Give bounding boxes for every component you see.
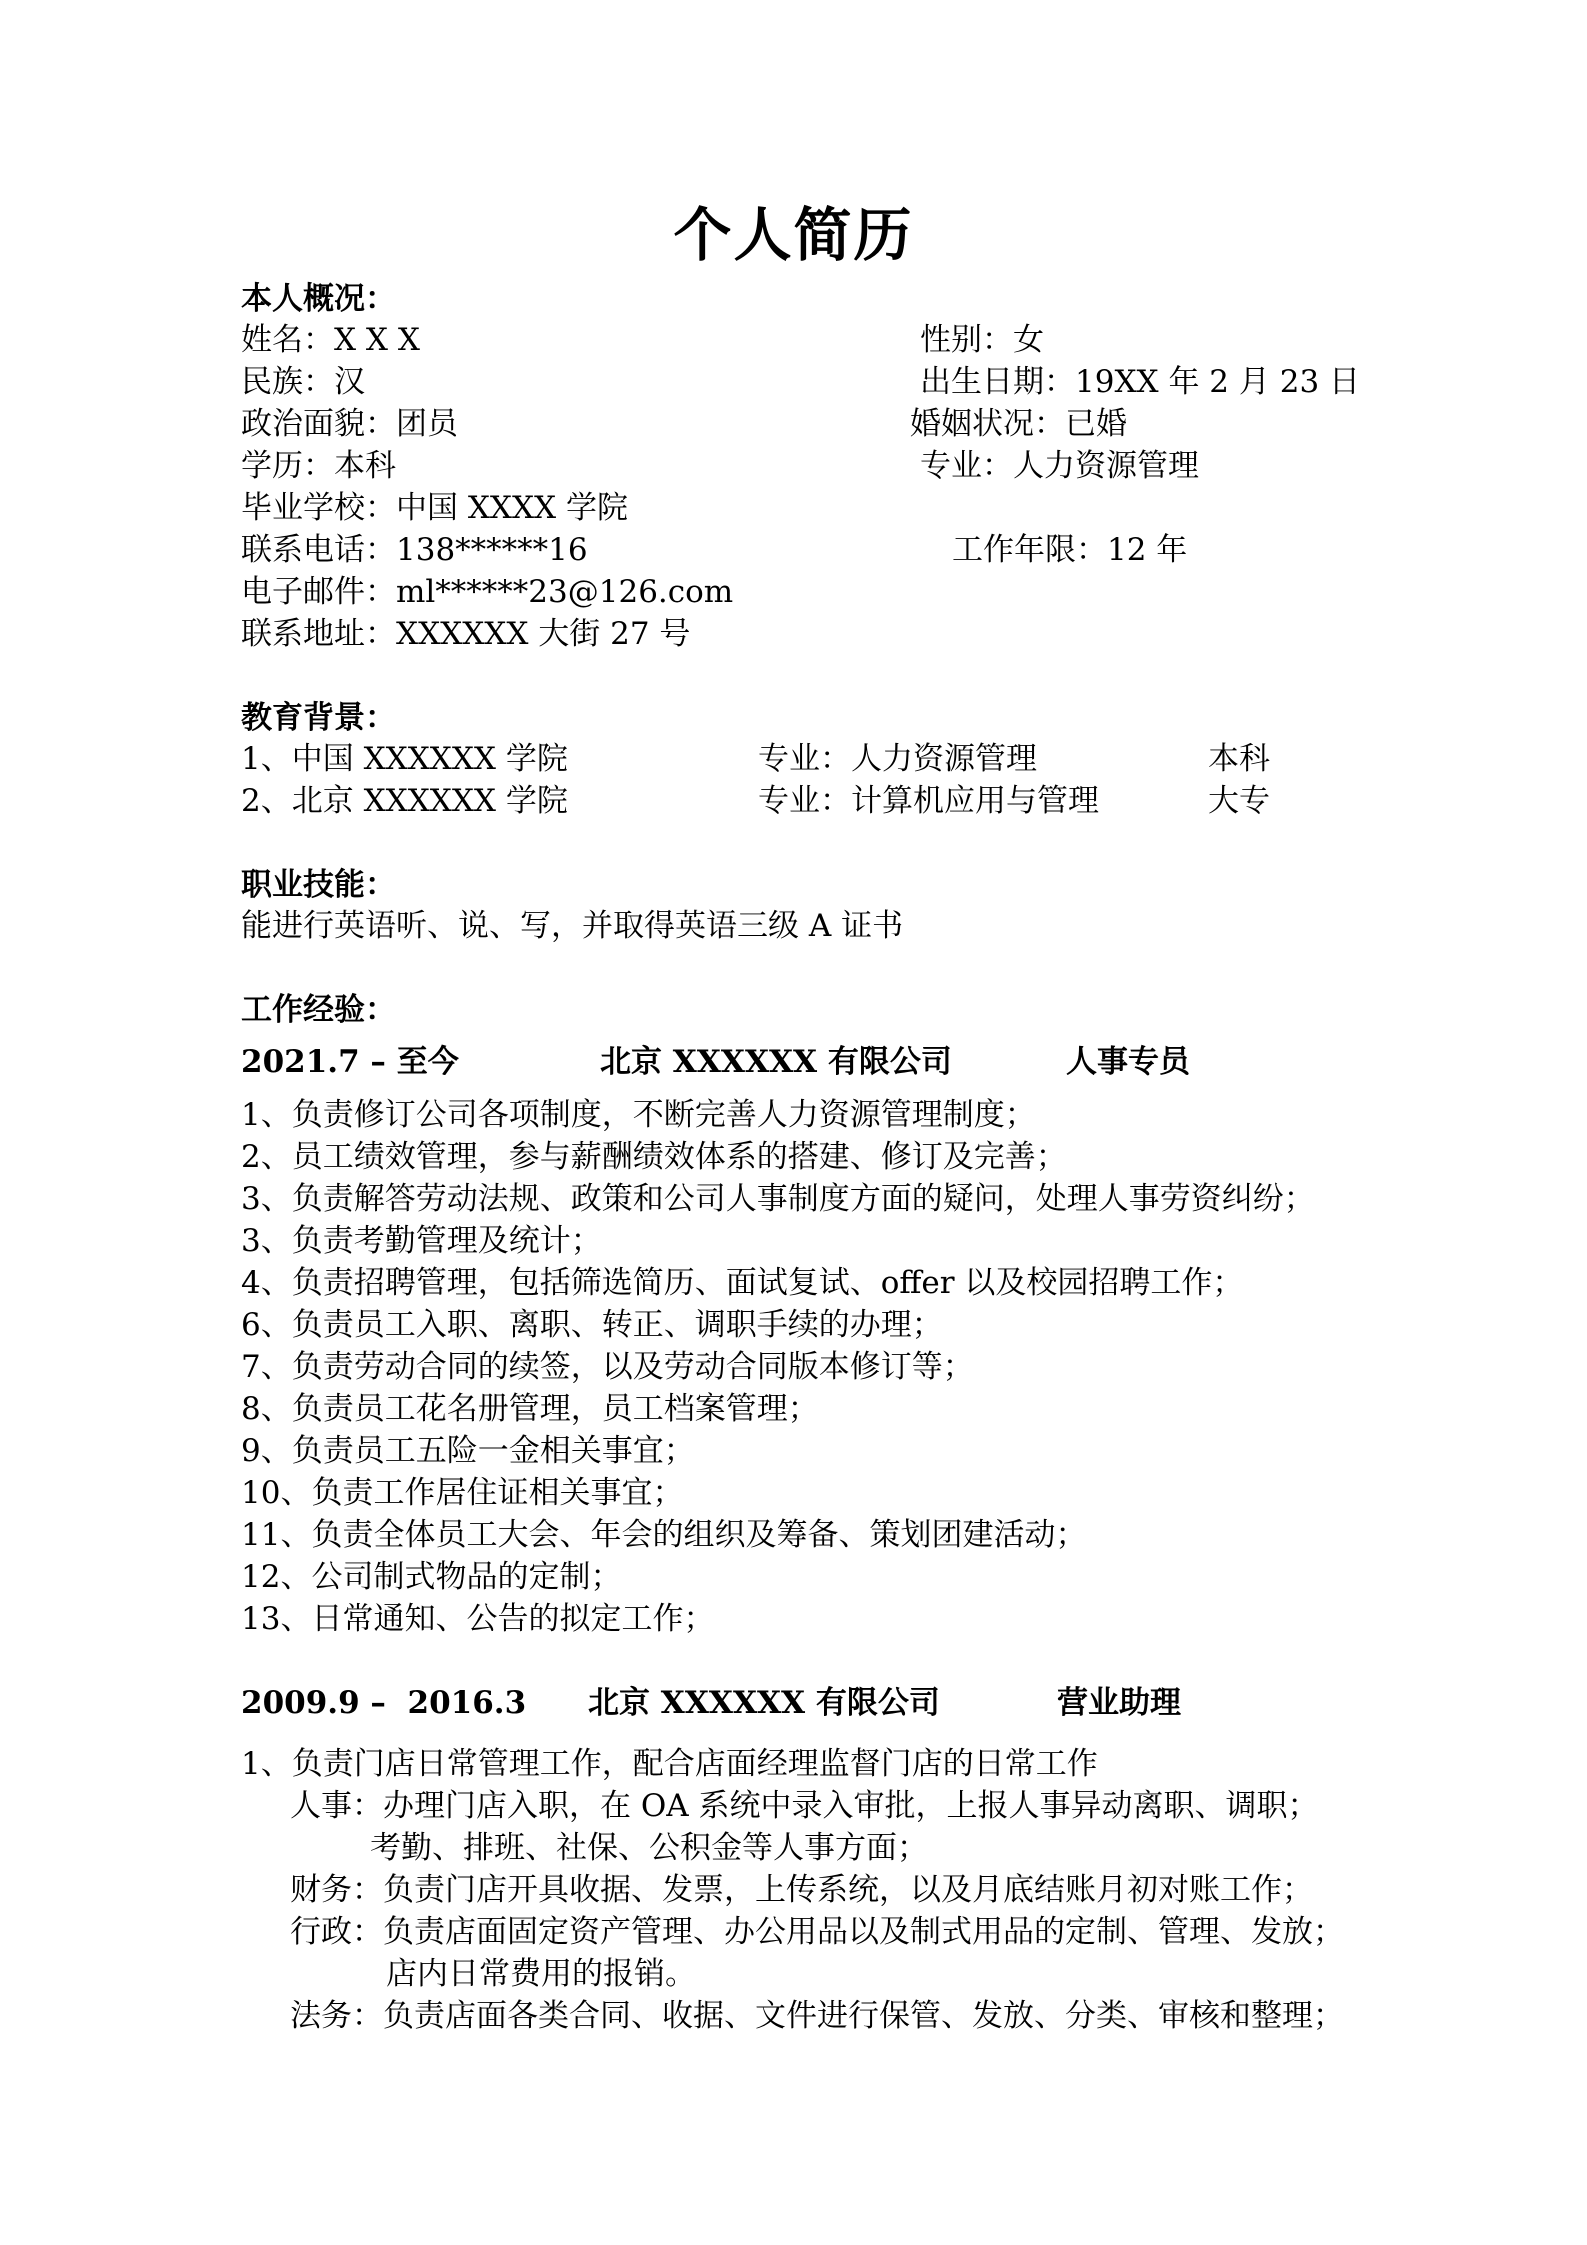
degree-field: 学历：本科 [241,448,396,484]
job2-company: 北京 XXXXXX 有限公司 [588,1685,940,1721]
job2-period: 2009.9 – 2016.3 [241,1685,527,1721]
job1-duty: 4、负责招聘管理，包括筛选简历、面试复试、offer 以及校园招聘工作； [241,1265,1244,1301]
job1-duty: 7、负责劳动合同的续签，以及劳动合同版本修订等； [241,1349,974,1385]
school-field: 毕业学校：中国 XXXX 学院 [241,490,628,526]
profile-heading: 本人概况： [241,281,396,317]
phone-field: 联系电话：138******16 [241,532,588,568]
education-row-major: 专业：人力资源管理 [758,741,1037,777]
job1-duty: 12、公司制式物品的定制； [241,1559,622,1595]
email-field: 电子邮件：ml******23@126.com [241,574,734,610]
job1-duty: 3、负责考勤管理及统计； [241,1223,602,1259]
job1-duty: 10、负责工作居住证相关事宜； [241,1475,684,1511]
job1-duty: 2、员工绩效管理，参与薪酬绩效体系的搭建、修订及完善； [241,1139,1067,1175]
address-field: 联系地址：XXXXXX 大街 27 号 [241,616,691,652]
marital-field: 婚姻状况：已婚 [910,406,1127,442]
education-heading: 教育背景： [241,700,396,736]
skills-text: 能进行英语听、说、写，并取得英语三级 A 证书 [241,908,904,944]
years-field: 工作年限：12 年 [952,532,1188,568]
job1-company: 北京 XXXXXX 有限公司 [600,1044,952,1080]
major-field: 专业：人力资源管理 [920,448,1199,484]
job1-duty: 8、负责员工花名册管理，员工档案管理； [241,1391,819,1427]
job2-legal-line: 法务：负责店面各类合同、收据、文件进行保管、发放、分类、审核和整理； [290,1998,1344,2034]
job1-position: 人事专员 [1066,1044,1190,1080]
skills-heading: 职业技能： [241,867,396,903]
job2-finance-line: 财务：负责门店开具收据、发票，上传系统，以及月底结账月初对账工作； [290,1872,1313,1908]
page-title: 个人简历 [673,201,914,269]
job1-duty: 13、日常通知、公告的拟定工作； [241,1601,715,1637]
job2-hr-line: 考勤、排班、社保、公积金等人事方面； [370,1830,928,1866]
education-row-level: 大专 [1208,783,1270,819]
job1-period: 2021.7 – 至今 [241,1044,459,1080]
job2-position: 营业助理 [1057,1685,1181,1721]
experience-heading: 工作经验： [241,992,396,1028]
job2-admin-line: 行政：负责店面固定资产管理、办公用品以及制式用品的定制、管理、发放； [290,1914,1344,1950]
job2-admin-line: 店内日常费用的报销。 [386,1956,696,1992]
gender-field: 性别：女 [920,322,1044,358]
job2-hr-line: 人事：办理门店入职，在 OA 系统中录入审批，上报人事异动离职、调职； [290,1788,1319,1824]
job1-duty: 3、负责解答劳动法规、政策和公司人事制度方面的疑问，处理人事劳资纠纷； [241,1181,1315,1217]
ethnicity-field: 民族：汉 [241,364,365,400]
job1-duty: 1、负责修订公司各项制度，不断完善人力资源管理制度； [241,1097,1036,1133]
birth-field: 出生日期：19XX 年 2 月 23 日 [920,364,1361,400]
job1-duty: 9、负责员工五险一金相关事宜； [241,1433,695,1469]
education-row-major: 专业：计算机应用与管理 [758,783,1099,819]
education-row-school: 1、中国 XXXXXX 学院 [241,741,568,777]
education-row-level: 本科 [1208,741,1270,777]
education-row-school: 2、北京 XXXXXX 学院 [241,783,568,819]
political-field: 政治面貌：团员 [241,406,458,442]
job1-duty: 6、负责员工入职、离职、转正、调职手续的办理； [241,1307,943,1343]
job2-intro: 1、负责门店日常管理工作，配合店面经理监督门店的日常工作 [241,1746,1098,1782]
name-field: 姓名：X X X [241,322,420,358]
job1-duty: 11、负责全体员工大会、年会的组织及筹备、策划团建活动； [241,1517,1087,1553]
